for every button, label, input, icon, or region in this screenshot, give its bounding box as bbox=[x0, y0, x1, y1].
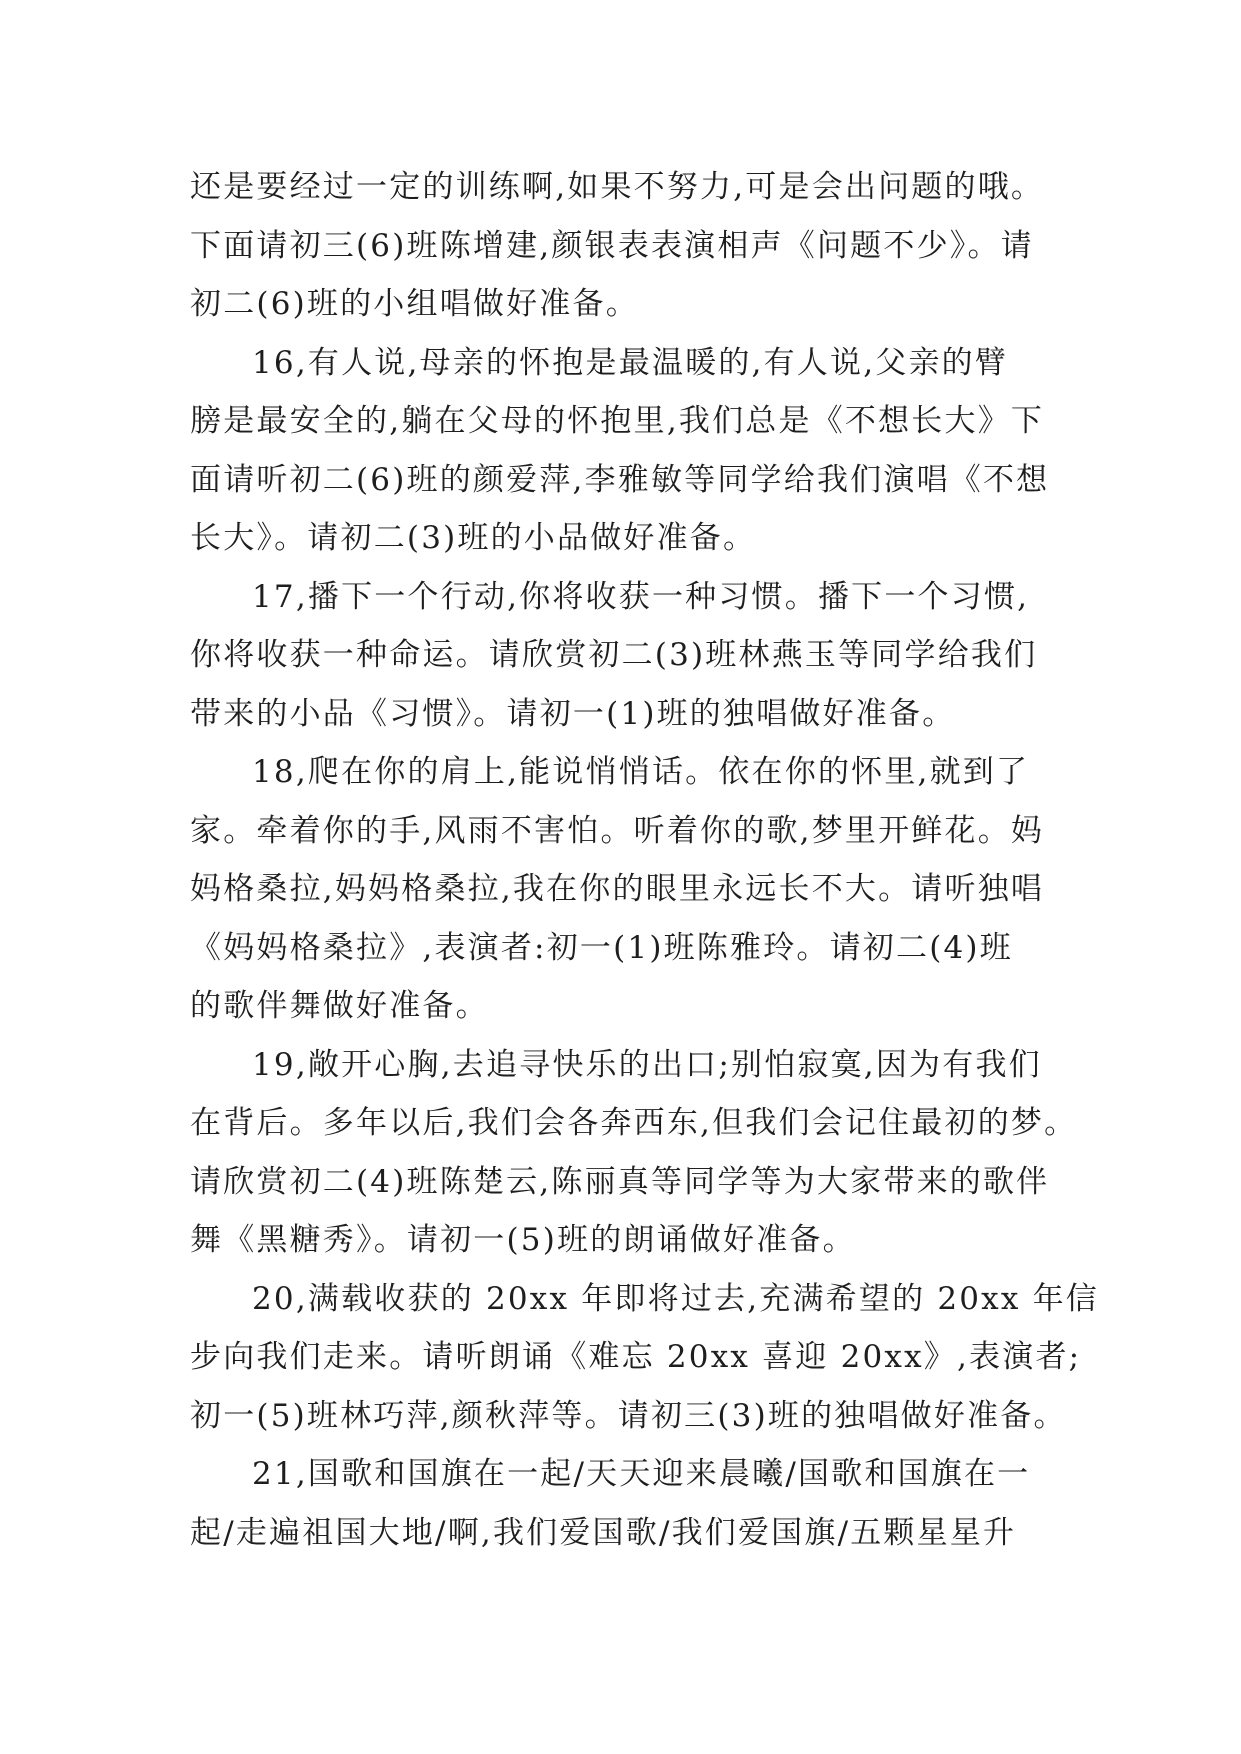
text-line: 初二(6)班的小组唱做好准备。 bbox=[190, 286, 639, 322]
text-line: 带来的小品《习惯》。请初一(1)班的独唱做好准备。 bbox=[190, 695, 956, 732]
text-line: 面请听初二(6)班的颜爱萍,李雅敏等同学给我们演唱《不想 bbox=[190, 461, 1050, 498]
paragraph-start-line: 17,播下一个行动,你将收获一种习惯。播下一个习惯, bbox=[252, 578, 1030, 615]
text-line: 舞《黑糖秀》。请初一(5)班的朗诵做好准备。 bbox=[190, 1222, 856, 1258]
text-line: 在背后。多年以后,我们会各奔西东,但我们会记住最初的梦。 bbox=[190, 1105, 1078, 1141]
text-line: 起/走遍祖国大地/啊,我们爱国歌/我们爱国旗/五颗星星升 bbox=[190, 1514, 1017, 1551]
paragraph-start-line: 21,国歌和国旗在一起/天天迎来晨曦/国歌和国旗在一 bbox=[252, 1456, 1031, 1492]
text-line: 下面请初三(6)班陈增建,颜银表表演相声《问题不少》。请 bbox=[190, 227, 1034, 264]
text-line: 《妈妈格桑拉》,表演者:初一(1)班陈雅玲。请初二(4)班 bbox=[190, 929, 1013, 966]
text-line: 妈格桑拉,妈妈格桑拉,我在你的眼里永远长不大。请听独唱 bbox=[190, 871, 1045, 907]
text-line: 还是要经过一定的训练啊,如果不努力,可是会出问题的哦。 bbox=[190, 169, 1045, 205]
text-line: 膀是最安全的,躺在父母的怀抱里,我们总是《不想长大》下 bbox=[190, 403, 1045, 439]
paragraph-start-line: 20,满载收获的 20xx 年即将过去,充满希望的 20xx 年信 bbox=[252, 1280, 1099, 1317]
text-line: 长大》。请初二(3)班的小品做好准备。 bbox=[190, 520, 757, 556]
text-line: 步向我们走来。请听朗诵《难忘 20xx 喜迎 20xx》,表演者; bbox=[190, 1339, 1082, 1375]
text-line: 你将收获一种命运。请欣赏初二(3)班林燕玉等同学给我们 bbox=[190, 637, 1038, 673]
document-body bbox=[190, 158, 1099, 1562]
text-line: 家。牵着你的手,风雨不害怕。听着你的歌,梦里开鲜花。妈 bbox=[190, 812, 1045, 849]
text-line: 初一(5)班林巧萍,颜秋萍等。请初三(3)班的独唱做好准备。 bbox=[190, 1397, 1067, 1434]
paragraph-start-line: 18,爬在你的肩上,能说悄悄话。依在你的怀里,就到了 bbox=[252, 754, 1030, 790]
paragraph-start-line: 19,敞开心胸,去追寻快乐的出口;别怕寂寞,因为有我们 bbox=[252, 1046, 1042, 1083]
text-line: 请欣赏初二(4)班陈楚云,陈丽真等同学等为大家带来的歌伴 bbox=[190, 1163, 1050, 1200]
paragraph-start-line: 16,有人说,母亲的怀抱是最温暖的,有人说,父亲的臂 bbox=[252, 344, 1009, 381]
text-line: 的歌伴舞做好准备。 bbox=[190, 988, 489, 1024]
